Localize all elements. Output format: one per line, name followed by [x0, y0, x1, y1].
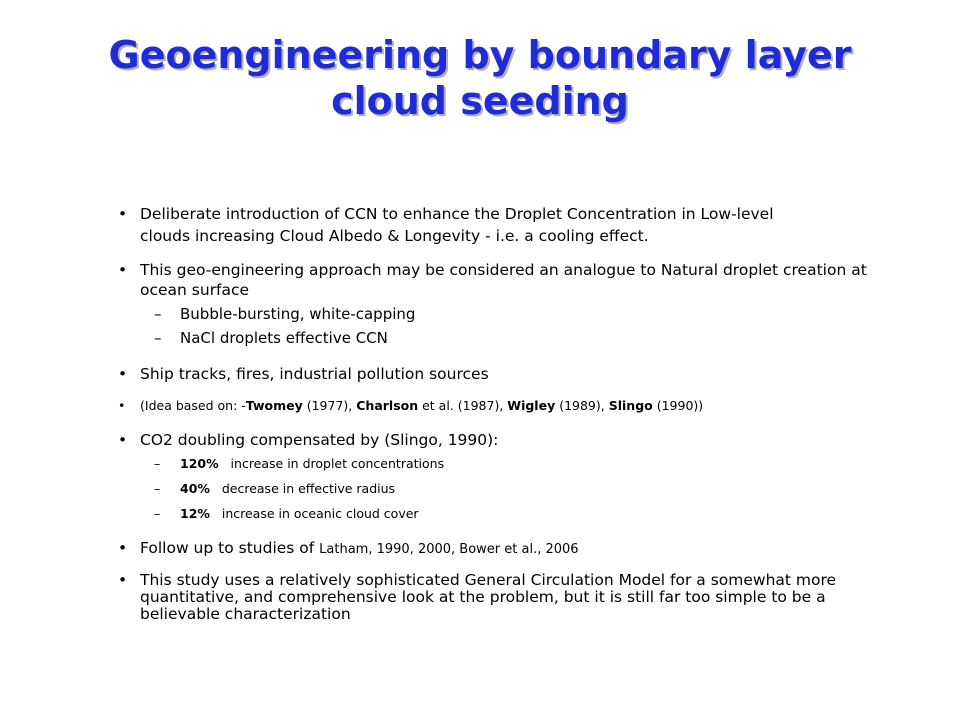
- sub-bullet-effective-radius: [118, 479, 898, 499]
- ref-slingo: Slingo: [608, 398, 653, 413]
- ref-prefix: (Idea based on: -: [140, 398, 246, 413]
- bullet-list: [118, 204, 898, 623]
- title-line-2: cloud seeding: [331, 79, 629, 123]
- bullet-gcm-study-text: • This study uses a relatively sophisticated General Circulation Model for a somewhat more quantitative, and comprehensive look at the problem, but it is still far too simple to be a believable characterization: [140, 571, 837, 623]
- ref-wigley: Wigley: [507, 398, 556, 413]
- bullet-ccn: [118, 204, 898, 248]
- bullet-gcm-study: [118, 572, 898, 623]
- value-120: 120%: [180, 456, 219, 471]
- bullet-references: [118, 396, 898, 416]
- bullet-ccn-line-1: • Deliberate introduction of CCN to enhance the Droplet Concentration in Low-level: [140, 205, 774, 223]
- ref-twomey: Twomey: [245, 398, 303, 413]
- bullet-co2-doubling: [118, 430, 898, 450]
- slide-title: [60, 32, 900, 124]
- sub-bullet-bubble: – Bubble-bursting, white-capping: [118, 304, 898, 324]
- ref-year-1977: (1977),: [302, 398, 357, 413]
- text-effective-radius: decrease in effective radius: [209, 481, 396, 496]
- ref-year-1990: (1990)): [652, 398, 704, 413]
- follow-up-lead: Follow up to studies of: [140, 539, 320, 557]
- value-40: 40%: [180, 481, 210, 496]
- bullet-co2-doubling-text: • CO2 doubling compensated by (Slingo, 1990):: [140, 431, 499, 449]
- text-cloud-cover: increase in oceanic cloud cover: [209, 506, 419, 521]
- text-droplet-conc: increase in droplet concentrations: [218, 456, 445, 471]
- bullet-ship-tracks-text: • Ship tracks, fires, industrial pollution sources: [140, 365, 489, 383]
- bullet-geo-analogue: [118, 260, 898, 300]
- sub-bullet-cloud-cover: [118, 504, 898, 524]
- follow-up-refs: Latham, 1990, 2000, Bower et al., 2006: [319, 542, 579, 557]
- ref-charlson: Charlson: [356, 398, 419, 413]
- sub-bullet-nacl: – NaCl droplets effective CCN: [118, 328, 898, 348]
- ref-year-1987: et al. (1987),: [418, 398, 508, 413]
- sub-bullet-droplet-conc: [118, 454, 898, 474]
- bullet-ship-tracks: [118, 364, 898, 384]
- title-line-1: Geoengineering by boundary layer: [108, 33, 852, 77]
- bullet-geo-analogue-text: • This geo-engineering approach may be considered an analogue to Natural droplet creation at ocean surface: [140, 261, 867, 299]
- bullet-ccn-line-2: clouds increasing Cloud Albedo & Longevity - i.e. a cooling effect.: [140, 227, 649, 245]
- ref-year-1989: (1989),: [555, 398, 609, 413]
- value-12: 12%: [180, 506, 210, 521]
- bullet-follow-up: [118, 538, 898, 560]
